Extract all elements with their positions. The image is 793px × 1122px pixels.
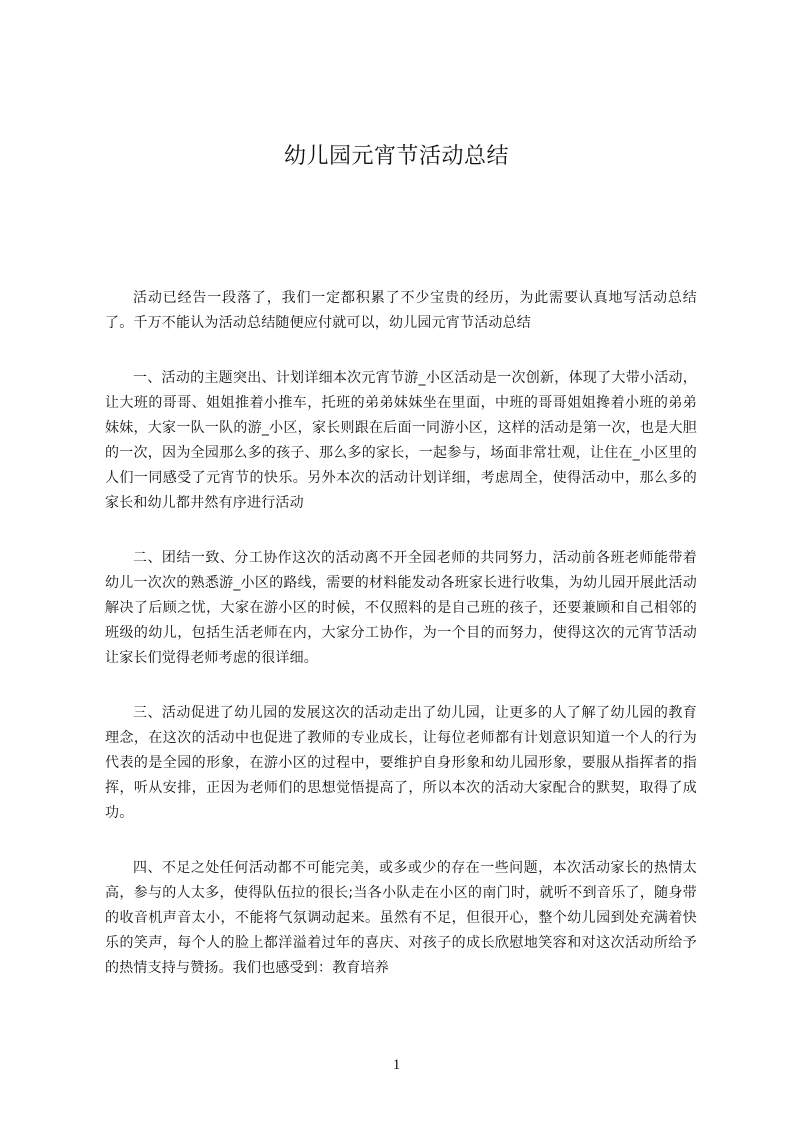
paragraph-section-4: 四、不足之处任何活动都不可能完美，或多或少的存在一些问题，本次活动家长的热情太高，参与的人太多，使得队伍拉的很长;当各小队走在小区的南门时，就听不到音乐了，随身带的收音机声音太小，不能将气氛调动起来。虽然有不足，但很开心，整个幼儿园到处充满着快乐的笑声，每个人的脸上都洋溢着过年的喜庆、对孩子的成长欣慰地笑容和对这次活动所给予的热情支持与赞扬。我们也感受到：教育培养 [105, 860, 697, 976]
paragraph-intro: 活动已经告一段落了，我们一定都积累了不少宝贵的经历，为此需要认真地写活动总结了。千万不能认为活动总结随便应付就可以，幼儿园元宵节活动总结 [105, 290, 697, 331]
paragraph-section-3: 三、活动促进了幼儿园的发展这次的活动走出了幼儿园，让更多的人了解了幼儿园的教育理念，在这次的活动中也促进了教师的专业成长，让每位老师都有计划意识知道一个人的行为代表的是全园的形象，在游小区的过程中，要维护自身形象和幼儿园形象，要服从指挥者的指挥，听从安排，正因为老师们的思想觉悟提高了，所以本次的活动大家配合的默契，取得了成功。 [105, 705, 697, 821]
page-title: 幼儿园元宵节活动总结 [283, 144, 509, 169]
document-body [105, 286, 697, 1011]
paragraph-section-2: 二、团结一致、分工协作这次的活动离不开全园老师的共同努力，活动前各班老师能带着幼儿一次次的熟悉游_小区的路线，需要的材料能发动各班家长进行收集，为幼儿园开展此活动解决了后顾之忧，大家在游小区的时候，不仅照料的是自己班的孩子，还要兼顾和自己相邻的班级的幼儿，包括生活老师在内，大家分工协作，为一个目的而努力，使得这次的元宵节活动让家长们觉得老师考虑的很详细。 [105, 550, 697, 666]
paragraph-section-1: 一、活动的主题突出、计划详细本次元宵节游_小区活动是一次创新，体现了大带小活动，让大班的哥哥、姐姐推着小推车，托班的弟弟妹妹坐在里面，中班的哥哥姐姐搀着小班的弟弟妹妹，大家一队一队的游_小区，家长则跟在后面一同游小区，这样的活动是第一次，也是大胆的一次，因为全园那么多的孩子、那么多的家长，一起参与，场面非常壮观，让住在_小区里的人们一同感受了元宵节的快乐。另外本次的活动计划详细，考虑周全，使得活动中，那么多的家长和幼儿都井然有序进行活动 [105, 370, 697, 511]
page-number: 1 [392, 1057, 401, 1073]
